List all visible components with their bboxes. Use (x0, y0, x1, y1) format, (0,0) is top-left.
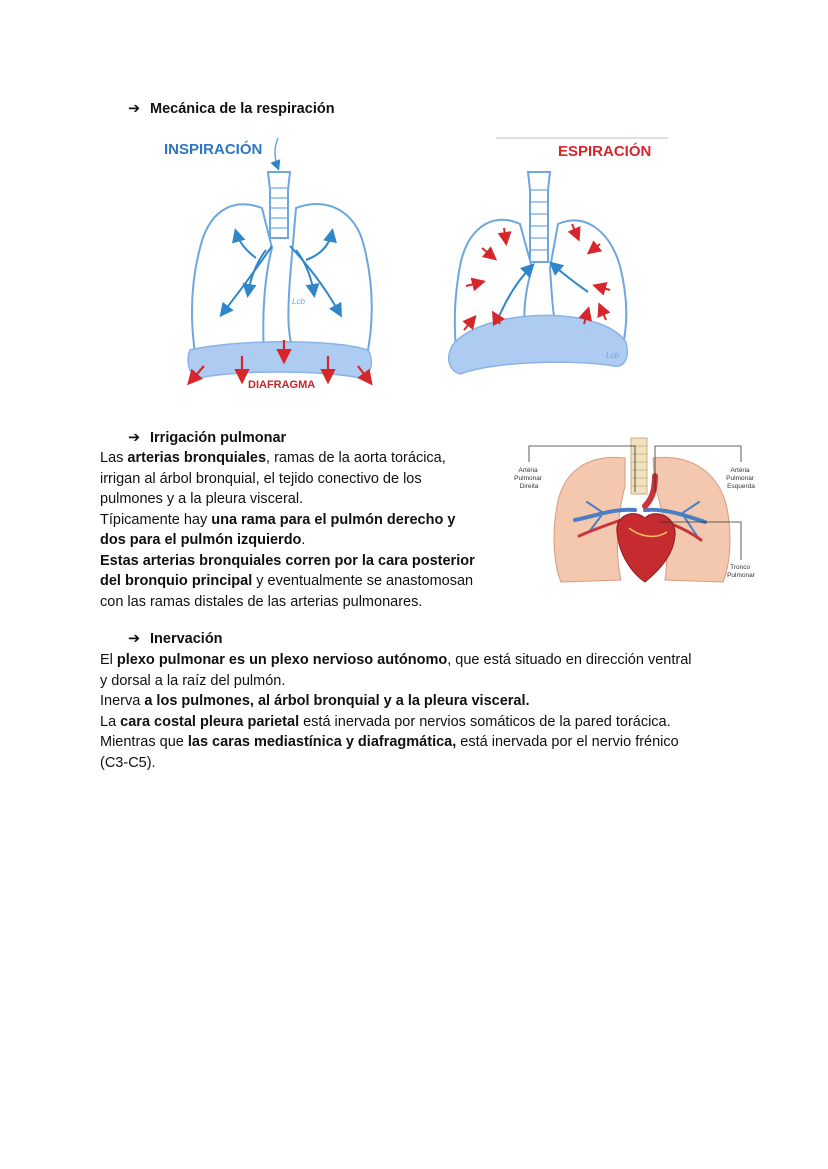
text-line (100, 671, 740, 692)
text-line (100, 448, 510, 469)
inspiration-right-lung (192, 204, 272, 360)
heart-figure-right-lung (554, 457, 625, 582)
expiration-trachea (528, 172, 550, 262)
text: Típicamente hay (100, 511, 212, 528)
section-title: Irrigación pulmonar (150, 430, 287, 446)
section-title: Inervación (150, 631, 223, 647)
text: . (301, 532, 306, 548)
bold-text: las caras mediastínica y diafragmática, (187, 734, 457, 750)
text-line (100, 530, 510, 551)
section-heading-mecanica (128, 101, 335, 117)
text: (C3-C5). (100, 754, 156, 771)
bold-text: a los pulmones, al árbol bronquial y a la pleura visceral. (144, 693, 530, 709)
label-left-pulmonary-artery: Artéria Pulmonar Esquerda (726, 467, 755, 490)
text: pulmones y a la pleura visceral. (100, 491, 304, 507)
text-line (100, 691, 740, 712)
inspiration-left-lung (288, 204, 371, 360)
respiration-mechanics-figure (160, 128, 680, 398)
text: irrigan al árbol bronquial, el tejido conectivo de los (100, 470, 422, 487)
air-in-arrow (275, 138, 278, 168)
text-line (100, 469, 510, 490)
text-line (100, 510, 510, 531)
text-line (100, 489, 510, 510)
bold-text: cara costal pleura parietal (120, 713, 300, 730)
text: con las ramas distales de las arterias pulmonares. (100, 593, 423, 610)
inspiration-label: INSPIRACIÓN (164, 141, 263, 158)
text-line (100, 592, 510, 613)
expiration-signature: Lcb (606, 351, 619, 360)
text: Mientras que (100, 734, 188, 750)
section-title: Mecánica de la respiración (150, 101, 335, 117)
inervacion-paragraph (100, 650, 740, 773)
text: La (100, 713, 121, 730)
bold-text: dos para el pulmón izquierdo (100, 532, 302, 548)
bold-text: plexo pulmonar es un plexo nervioso autónomo (116, 652, 448, 668)
text: y eventualmente se anastomosan (252, 573, 474, 589)
text: está inervada por el nervio frénico (456, 734, 679, 750)
expiration-label: ESPIRACIÓN (558, 143, 652, 160)
text: y dorsal a la raíz del pulmón. (100, 672, 286, 689)
inspiration-diaphragm (188, 342, 371, 378)
text-line (100, 712, 740, 733)
text-line (100, 753, 740, 774)
text-line (100, 732, 740, 753)
arrow-bullet-icon: ➔ (128, 430, 141, 446)
bold-text: del bronquio principal (100, 573, 253, 589)
bold-text: una rama para el pulmón derecho y (211, 511, 456, 528)
inspiration-signature: Lcb (292, 297, 305, 306)
pulmonary-arteries-figure (505, 436, 765, 586)
text: está inervada por nervios somáticos de la pared torácica. (299, 713, 671, 730)
text: , ramas de la aorta torácica, (266, 450, 446, 466)
bold-text: Estas arterias bronquiales corren por la cara posterior (100, 552, 475, 569)
section-heading-irrigacion (128, 430, 286, 446)
label-pulmonary-trunk: Tronco Pulmonar (727, 564, 755, 579)
diaphragm-label: DIAFRAGMA (248, 379, 316, 391)
irrigacion-paragraph (100, 448, 510, 612)
text: Las (100, 450, 128, 466)
arrow-bullet-icon: ➔ (128, 631, 141, 647)
text: , que está situado en dirección ventral (447, 652, 692, 668)
text: Inerva (100, 693, 145, 709)
arrow-bullet-icon: ➔ (128, 101, 141, 117)
label-right-pulmonary-artery: Artéria Pulmonar Direita (514, 467, 543, 490)
bold-text: arterias bronquiales (127, 450, 267, 466)
text-line (100, 551, 510, 572)
section-heading-inervacion (128, 631, 223, 647)
text: El (100, 652, 117, 668)
text-line (100, 650, 740, 671)
text-line (100, 571, 510, 592)
